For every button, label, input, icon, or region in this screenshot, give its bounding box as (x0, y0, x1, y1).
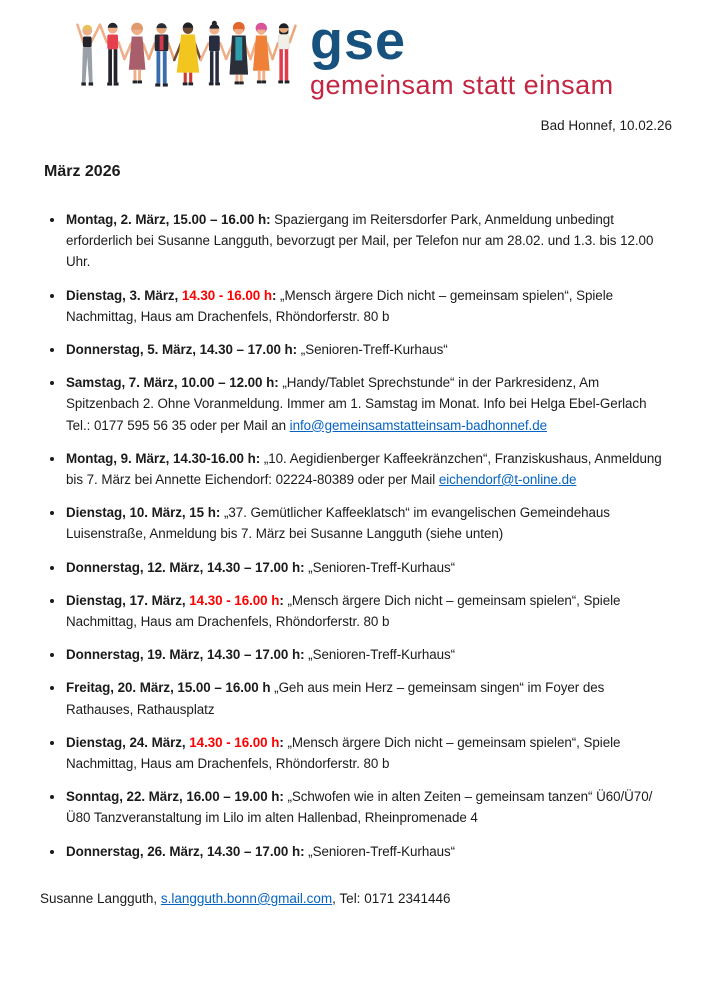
event-item (65, 557, 665, 578)
contact-footer (40, 888, 665, 909)
event-item (65, 786, 665, 828)
text-segment: „Senioren-Treff-Kurhaus“ (304, 843, 456, 859)
text-segment: Dienstag, 17. März, (66, 592, 190, 608)
text-segment: Donnerstag, 5. März, 14.30 – 17.00 h: (66, 342, 298, 358)
people-holding-hands-illustration (72, 14, 300, 102)
brand-name: gse (310, 11, 407, 71)
email-link[interactable]: info@gemeinsamstatteinsam-badhonnef.de (289, 417, 548, 433)
event-item (65, 209, 665, 273)
letterhead (0, 0, 705, 102)
event-item (65, 732, 665, 774)
event-item (65, 502, 665, 544)
text-segment: „37. Gemütlicher Kaffeeklatsch“ im evangelischen Gemeindehaus Luisenstraße, Anmeldung bis 7. März bei Susanne Langguth (siehe unten) (66, 505, 610, 542)
text-segment: Donnerstag, 19. März, 14.30 – 17.00 h: (66, 647, 305, 663)
text-segment: „Senioren-Treff-Kurhaus“ (304, 559, 456, 575)
text-segment: „Mensch ärgere Dich nicht – gemeinsam spielen“, Spiele Nachmittag, Haus am Drachenfels, Rhöndorferstr. 80 b (66, 592, 621, 630)
event-item (65, 644, 665, 665)
text-segment: Montag, 9. März, 14.30-16.00 h: (66, 450, 261, 466)
email-link[interactable]: eichendorf@t-online.de (438, 472, 577, 488)
text-segment: Spaziergang im Reitersdorfer Park, Anmeldung unbedingt erforderlich bei Susanne Langguth, bevorzugt per Mail, per Telefon nur am 28.02. und 1.3. bis 12.00 Uhr. (66, 212, 654, 270)
month-title: März 2026 (44, 163, 121, 180)
text-segment: 14.30 - 16.00 h (189, 734, 280, 750)
text-segment: „Senioren-Treff-Kurhaus“ (304, 647, 456, 663)
text-segment: „Mensch ärgere Dich nicht – gemeinsam spielen“, Spiele Nachmittag, Haus am Drachenfels, Rhöndorferstr. 80 b (66, 734, 621, 772)
event-item (65, 448, 665, 490)
text-segment: Samstag, 7. März, 10.00 – 12.00 h: (66, 375, 279, 391)
event-item (65, 841, 665, 862)
event-item (65, 372, 665, 436)
text-segment: „Mensch ärgere Dich nicht – gemeinsam spielen“, Spiele Nachmittag, Haus am Drachenfels, Rhöndorferstr. 80 b (66, 287, 614, 324)
event-item (65, 677, 665, 719)
event-item (65, 339, 665, 360)
text-segment: „Schwofen wie in alten Zeiten – gemeinsam tanzen“ Ü60/Ü70/Ü80 Tanzveranstaltung im Lilo im alten Hallenbad, Rheinpromenade 4 (66, 789, 653, 826)
events-list (44, 209, 665, 862)
text-segment: : (279, 734, 284, 750)
text-segment: Donnerstag, 26. März, 14.30 – 17.00 h: (66, 843, 305, 859)
text-segment: 14.30 - 16.00 h (181, 287, 272, 303)
text-segment: Montag, 2. März, 15.00 – 16.00 h: (66, 212, 271, 227)
text-segment: „Senioren-Treff-Kurhaus“ (297, 342, 448, 358)
text-segment: : (271, 287, 277, 303)
text-segment: Dienstag, 24. März, (66, 734, 190, 750)
text-segment: Dienstag, 10. März, 15 h: (66, 505, 221, 521)
text-segment: Susanne Langguth, (40, 890, 161, 906)
text-segment: 14.30 - 16.00 h (189, 592, 280, 608)
text-segment: „Geh aus mein Herz – gemeinsam singen“ im Foyer des Rathauses, Rathausplatz (66, 680, 605, 717)
event-item (65, 590, 665, 632)
text-segment: „10. Aegidienberger Kaffeekränzchen“, Franziskushaus, Anmeldung bis 7. März bei Annette Eichendorf: 02224-80389 oder per Mail (66, 450, 662, 488)
brand-logo (310, 11, 614, 101)
dateline: Bad Honnef, 10.02.26 (540, 118, 672, 133)
text-segment: Freitag, 20. März, 15.00 – 16.00 h (66, 680, 271, 696)
text-segment: „Handy/Tablet Sprechstunde“ in der Parkresidenz, Am Spitzenbach 2. Ohne Voranmeldung. Immer am 1. Samstag im Monat. Info bei Helga Ebel-Gerlach Tel.: 0177 595 56 35 oder per Mail an (66, 375, 647, 433)
event-item (65, 285, 665, 327)
text-segment: , Tel: 0171 2341446 (332, 890, 451, 906)
email-link[interactable]: s.langguth.bonn@gmail.com (160, 890, 333, 906)
text-segment: : (279, 592, 284, 608)
text-segment: Sonntag, 22. März, 16.00 – 19.00 h: (66, 789, 284, 805)
text-segment: Donnerstag, 12. März, 14.30 – 17.00 h: (66, 559, 305, 575)
brand-tagline: gemeinsam statt einsam (310, 70, 614, 101)
text-segment: Dienstag, 3. März, (66, 287, 182, 303)
